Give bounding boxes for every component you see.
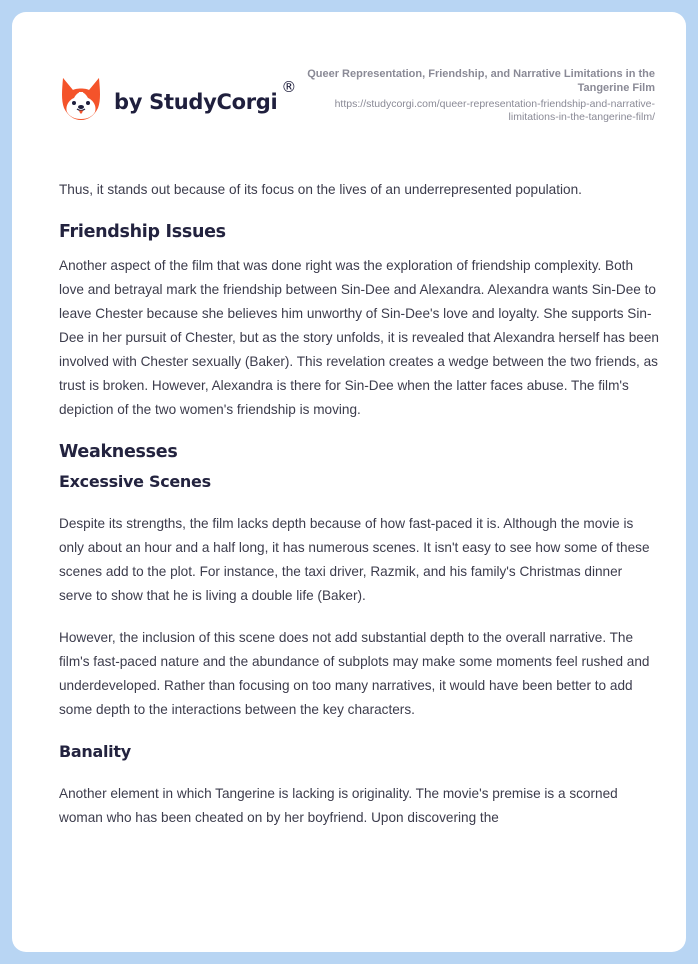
intro-paragraph: Thus, it stands out because of its focus on the lives of an underrepresented population. bbox=[59, 182, 582, 197]
document-url-link[interactable]: https://studycorgi.com/queer-representation-friendship-and-narrative-limitations-in-the-tangerine-film/ bbox=[334, 98, 655, 123]
page-header bbox=[12, 12, 686, 152]
corgi-logo-icon bbox=[60, 76, 102, 122]
studycorgi-logo[interactable] bbox=[60, 76, 296, 122]
friendship-paragraph: Another aspect of the film that was done right was the exploration of friendship complexity. Both love and betrayal mark the friendship between Sin-Dee and Alexandra. Alexandra wants Sin-Dee to leave Chester because she believes him unworthy of Sin-Dee's love and loyalty. She supports Sin-Dee in her pursuit of Chester, but as the story unfolds, it is revealed that Alexandra herself has been involved with Chester sexually (Baker). This revelation creates a wedge between the two friends, as trust is broken. However, Alexandra is there for Sin-Dee when the latter faces abuse. The film's depiction of the two women's friendship is moving. bbox=[59, 258, 659, 417]
logo-text: by StudyCorgi bbox=[114, 90, 278, 114]
heading-friendship-issues: Friendship Issues bbox=[59, 222, 226, 242]
registered-mark: ® bbox=[281, 78, 297, 96]
document-meta bbox=[295, 67, 655, 124]
document-title: Queer Representation, Friendship, and Narrative Limitations in the Tangerine Film bbox=[307, 68, 655, 94]
document-card bbox=[12, 12, 686, 952]
heading-excessive-scenes: Excessive Scenes bbox=[59, 472, 211, 491]
excessive-scenes-paragraph-1: Despite its strengths, the film lacks depth because of how fast-paced it is. Although the movie is only about an hour and a half long, it has numerous scenes. It isn't easy to see how some of these scenes add to the plot. For instance, the taxi driver, Razmik, and his family's Christmas dinner serve to show that he is living a double life (Baker). bbox=[59, 516, 650, 603]
heading-weaknesses: Weaknesses bbox=[59, 442, 178, 462]
banality-paragraph: Another element in which Tangerine is lacking is originality. The movie's premise is a scorned woman who has been cheated on by her boyfriend. Upon discovering the bbox=[59, 786, 618, 825]
heading-banality: Banality bbox=[59, 742, 131, 761]
excessive-scenes-paragraph-2: However, the inclusion of this scene does not add substantial depth to the overall narrative. The film's fast-paced nature and the abundance of subplots may make some moments feel rushed and underdeveloped. Rather than focusing on too many narratives, it would have been better to add some depth to the interactions between the key characters. bbox=[59, 630, 650, 717]
document-body bbox=[59, 178, 659, 848]
